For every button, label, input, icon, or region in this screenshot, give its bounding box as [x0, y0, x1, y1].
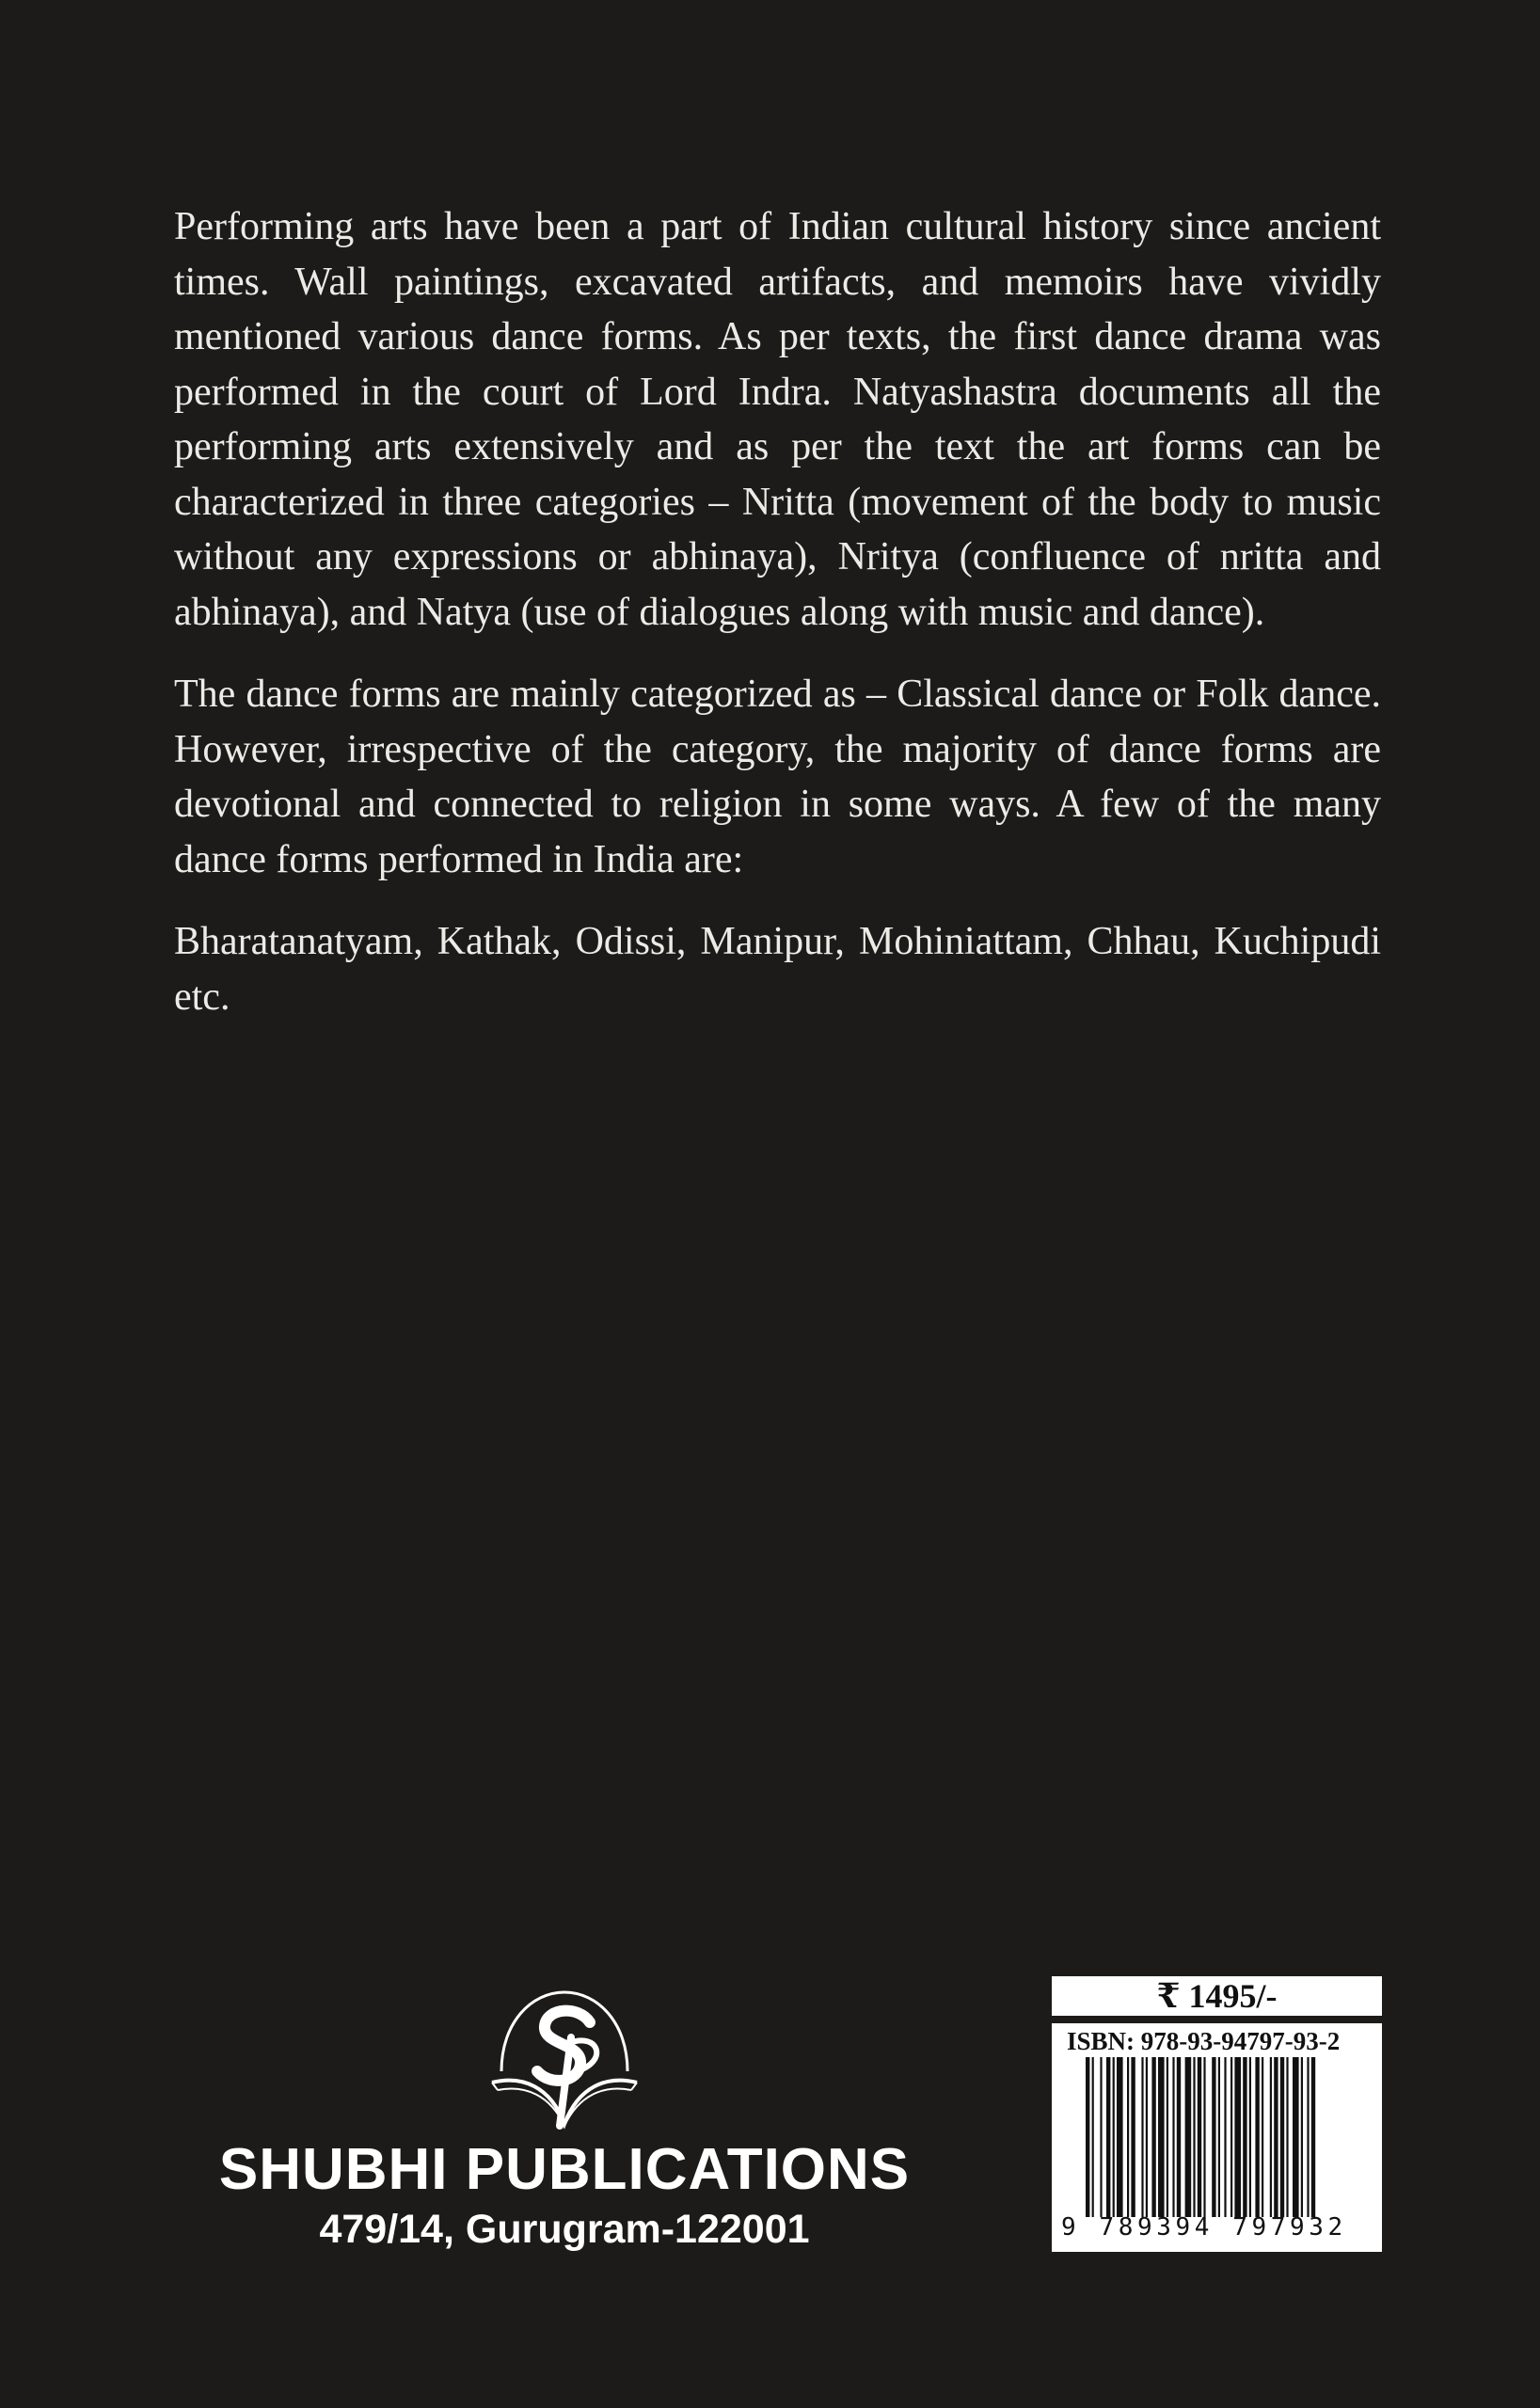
barcode-digits: 9 789394 797932 — [1061, 2213, 1347, 2242]
isbn-barcode-block — [1052, 2023, 1382, 2252]
blurb-paragraph-3: Bharatanatyam, Kathak, Odissi, Manipur, Mohiniattam, Chhau, Kuchipudi etc. — [174, 920, 1381, 1019]
blurb-paragraph-2: The dance forms are mainly categorized as – Classical dance or Folk dance. However, irrespective of the category, the majority of dance forms are devotional and connected to religion in some ways. A few of the many dance forms performed in India are: — [174, 673, 1381, 881]
publisher-block — [151, 1985, 978, 2254]
isbn-text: ISBN: 978-93-94797-93-2 — [1067, 2027, 1341, 2055]
blurb-paragraph-1: Performing arts have been a part of Indian cultural history since ancient times. Wall paintings, excavated artifacts, and memoirs have vividly mentioned various dance forms. As per texts, the first dance drama was performed in the court of Lord Indra. Natyashastra documents all the performing arts extensively and as per the text the art forms can be characterized in three categories – Nritta (movement of the body to music without any expressions or abhinaya), Nritya (confluence of nritta and abhinaya), and Natya (use of dialogues along with music and dance). — [174, 205, 1381, 634]
barcode — [1086, 2057, 1368, 2217]
publisher-name: SHUBHI PUBLICATIONS — [218, 2137, 911, 2202]
back-cover-blurb — [174, 199, 1381, 1052]
publisher-address: 479/14, Gurugram-122001 — [319, 2207, 810, 2252]
sp-book-logo-icon — [484, 1985, 644, 2135]
price-label: ₹ 1495/- — [1052, 1976, 1382, 2016]
